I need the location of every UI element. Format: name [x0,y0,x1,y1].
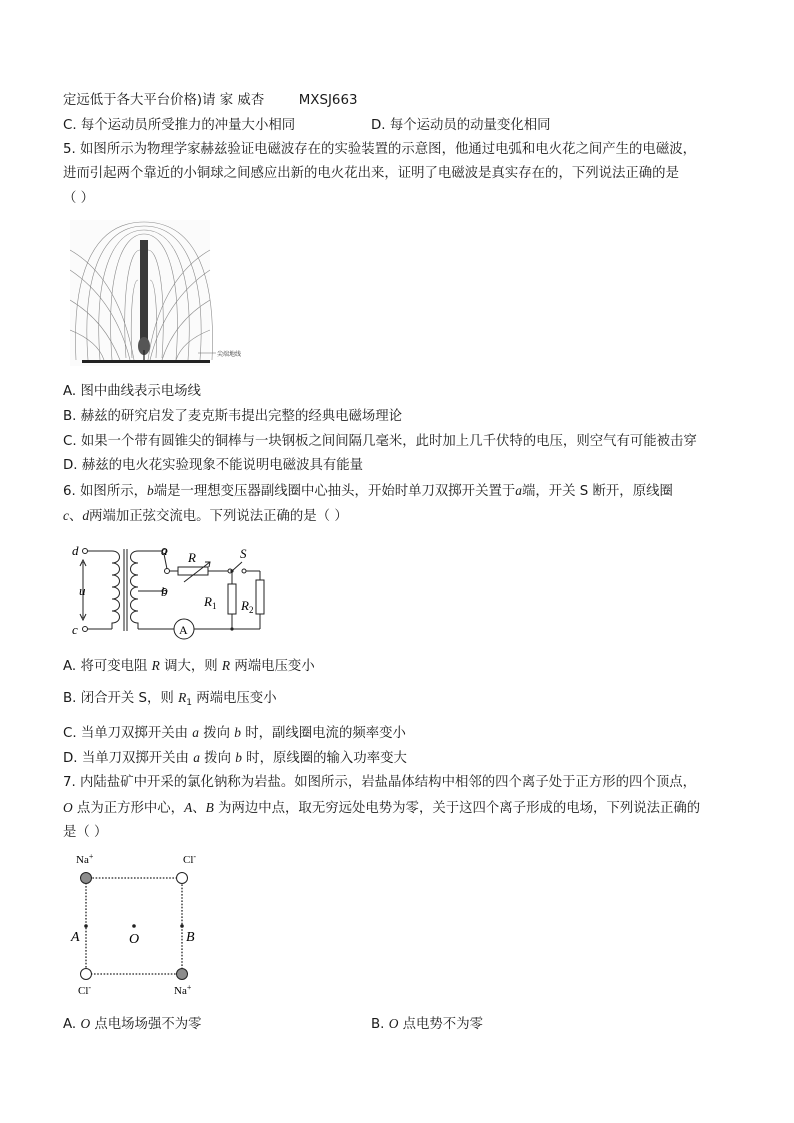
q7-option-a: A. O 点电场场强不为零 [63,1016,202,1032]
resistor-r1-label: $R_1$ [204,594,217,611]
point-a-label: A [71,930,80,945]
point-o-label: O [129,932,140,947]
q4-options-row [63,117,551,134]
ammeter-label: A [179,623,188,637]
na-top-label: Na+ [76,852,94,866]
contact-b-label: b [161,584,168,599]
resistor-r-label: R [188,550,196,565]
point-b [180,924,184,928]
q4-option-c: C. 每个运动员所受推力的冲量大小相同 [63,118,296,133]
q7-option-b: B. O 点电势不为零 [371,1016,483,1032]
q5-stem-line-1: 5. 如图所示为物理学家赫兹验证电磁波存在的实验装置的示意图，他通过电弧和电火花之间产生的电磁波， [63,142,696,157]
q5-option-d: D. 赫兹的电火花实验现象不能说明电磁波具有能量 [63,458,364,473]
q6-option-c: C. 当单刀双掷开关由 a 拨向 b 时，副线圈电流的频率变小 [63,725,406,741]
q4-option-d: D. 每个运动员的动量变化相同 [371,118,551,133]
point-a [84,924,88,928]
na-ion-top-left [81,873,92,884]
contact-a-label: a [161,543,168,558]
cl-bottom-label: Cl- [78,983,92,997]
q5-answer-blank: （ ） [63,191,95,206]
cl-top-label: Cl- [183,852,197,866]
q6-option-a: A. 将可变电阻 R 调大，则 R 两端电压变小 [63,658,315,674]
header-line [63,92,358,109]
q7-stem-line-1: 7. 内陆盐矿中开采的氯化钠称为岩盐。如图所示，岩盐晶体结构中相邻的四个离子处于正方形的四个顶点， [63,775,696,790]
q7-stem-line-3: 是（ ） [63,825,108,840]
header-code: MXSJ663 [298,93,358,108]
point-o [132,924,136,928]
q5-option-a: A. 图中曲线表示电场线 [63,384,201,399]
q6-option-b: B. 闭合开关 S，则 $R_1$ 两端电压变小 [63,690,277,708]
q6-stem-line-2: c、d两端加正弦交流电。下列说法正确的是（ ） [63,508,348,524]
q6-option-d: D. 当单刀双掷开关由 a 拨向 b 时，原线圈的输入功率变大 [63,750,407,766]
q7-options-row [63,1015,483,1033]
resistor-r2-label: $R_2$ [241,598,254,615]
na-ion-bottom-right [177,969,188,980]
q7-ion-square-figure [66,848,206,1000]
q5-option-b: B. 赫兹的研究启发了麦克斯韦提出完整的经典电磁场理论 [63,409,403,424]
q5-field-figure [70,220,252,368]
na-bottom-label: Na+ [174,983,192,997]
cl-ion-top-right [177,873,188,884]
q7-stem-line-2: O 点为正方形中心，A、B 为两边中点，取无穷远处电势为零，关于这四个离子形成的电场，下列说法正确的 [63,800,701,816]
terminal-d-label: d [72,543,79,558]
q5-option-c: C. 如果一个带有圆锥尖的铜棒与一块钢板之间间隔几毫米，此时加上几千伏特的电压，则空气有可能被击穿 [63,434,697,449]
terminal-c-label: c [72,622,78,637]
cl-ion-bottom-left [81,969,92,980]
q6-circuit-figure [70,540,270,642]
point-b-label: B [186,930,195,945]
switch-s-label: S [240,546,247,561]
q5-stem-line-2: 进而引起两个靠近的小铜球之间感应出新的电火花出来，证明了电磁波是真实存在的，下列说法正确的是 [63,166,679,181]
voltage-u-label: u [79,583,86,598]
header-text: 定远低于各大平台价格)请 家 威杏 [63,93,265,108]
q6-stem-line-1: 6. 如图所示，b端是一理想变压器副线圈中心抽头，开始时单刀双掷开关置于a端，开关 S 断开，原线圈 [63,483,673,499]
q5-figure-label: 尖端地线 [217,352,242,358]
